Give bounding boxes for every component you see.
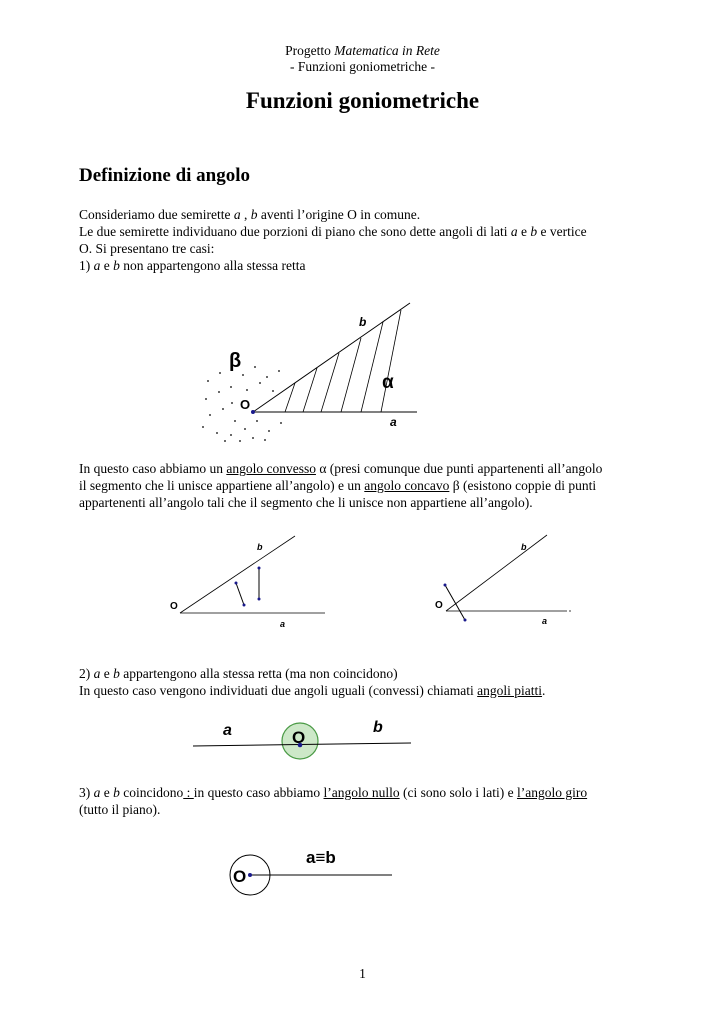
page-number: 1 — [359, 966, 366, 981]
figure-null-full-angle — [220, 840, 400, 900]
vertex-dot — [248, 873, 252, 877]
label-a: a — [390, 415, 397, 429]
label-alpha: α — [382, 372, 394, 393]
case-2-text: 2) a e b appartengono alla stessa retta (ma non coincidono) In questo caso vengono individuati due angoli uguali (convessi) chiamati angoli piatti. — [79, 666, 546, 698]
term-angolo-giro: l’angolo giro — [516, 785, 588, 800]
paragraph-definition: Le due semirette individuano due porzioni di piano che sono dette angoli di lati a e b e vertice O. Si presentano tre casi: — [79, 224, 587, 256]
figure-convex-concave-angle — [195, 295, 425, 445]
page-title: Funzioni goniometriche — [245, 88, 480, 113]
header-line-1: Progetto Matematica in Rete — [285, 43, 440, 58]
segment-outside — [445, 585, 465, 620]
term-angolo-convesso: angolo convesso — [226, 461, 316, 476]
label-b: b — [521, 542, 527, 552]
vertex-dot — [251, 410, 255, 414]
label-a: a — [223, 722, 232, 739]
term-angoli-piatti: angoli piatti — [477, 682, 543, 698]
label-o: O — [170, 601, 178, 612]
label-o: O — [435, 600, 443, 611]
hatch-lines — [285, 310, 401, 412]
label-o: O — [233, 867, 247, 886]
term-angolo-nullo: l’angolo nullo — [323, 785, 400, 800]
figure-convex-segment — [160, 530, 340, 630]
label-a: a — [542, 616, 548, 626]
paragraph-convex-concave: In questo caso abbiamo un angolo convesso α (presi comunque due punti appartenenti all’angolo il segmento che li unisce appartiene all’angolo) e un angolo concavo β (esistono coppie di punti appartenenti all’angolo tali che il segmento che li unisce non appartiene all’angolo). — [79, 461, 603, 510]
label-b: b — [373, 719, 383, 736]
figure-straight-angle — [185, 712, 420, 762]
segment-1 — [236, 583, 244, 605]
label-a: a — [280, 619, 286, 629]
document-header — [0, 43, 725, 75]
term-angolo-concavo: angolo concavo — [364, 478, 450, 493]
label-b: b — [257, 542, 263, 552]
case-1-text: 1) a e b non appartengono alla stessa retta — [79, 258, 306, 273]
label-b: b — [359, 315, 367, 329]
section-heading: Definizione di angolo — [79, 165, 251, 186]
label-a-equiv-b: a≡b — [306, 848, 336, 867]
label-o: O — [292, 728, 306, 747]
label-o: O — [240, 397, 251, 412]
label-beta: β — [229, 350, 242, 372]
ray-b — [180, 536, 295, 613]
case-3-text: 3) a e b coincidono : in questo caso abbiamo l’angolo nullo (ci sono solo i lati) e l’angolo giro (tutto il piano). — [79, 785, 588, 817]
ray-b — [253, 303, 410, 412]
figure-concave-segment — [425, 530, 585, 630]
paragraph-intro: Consideriamo due semirette a , b aventi l’origine O in comune. — [79, 207, 421, 222]
header-line-2: - Funzioni goniometriche - — [289, 59, 436, 74]
ray-b — [446, 535, 547, 611]
